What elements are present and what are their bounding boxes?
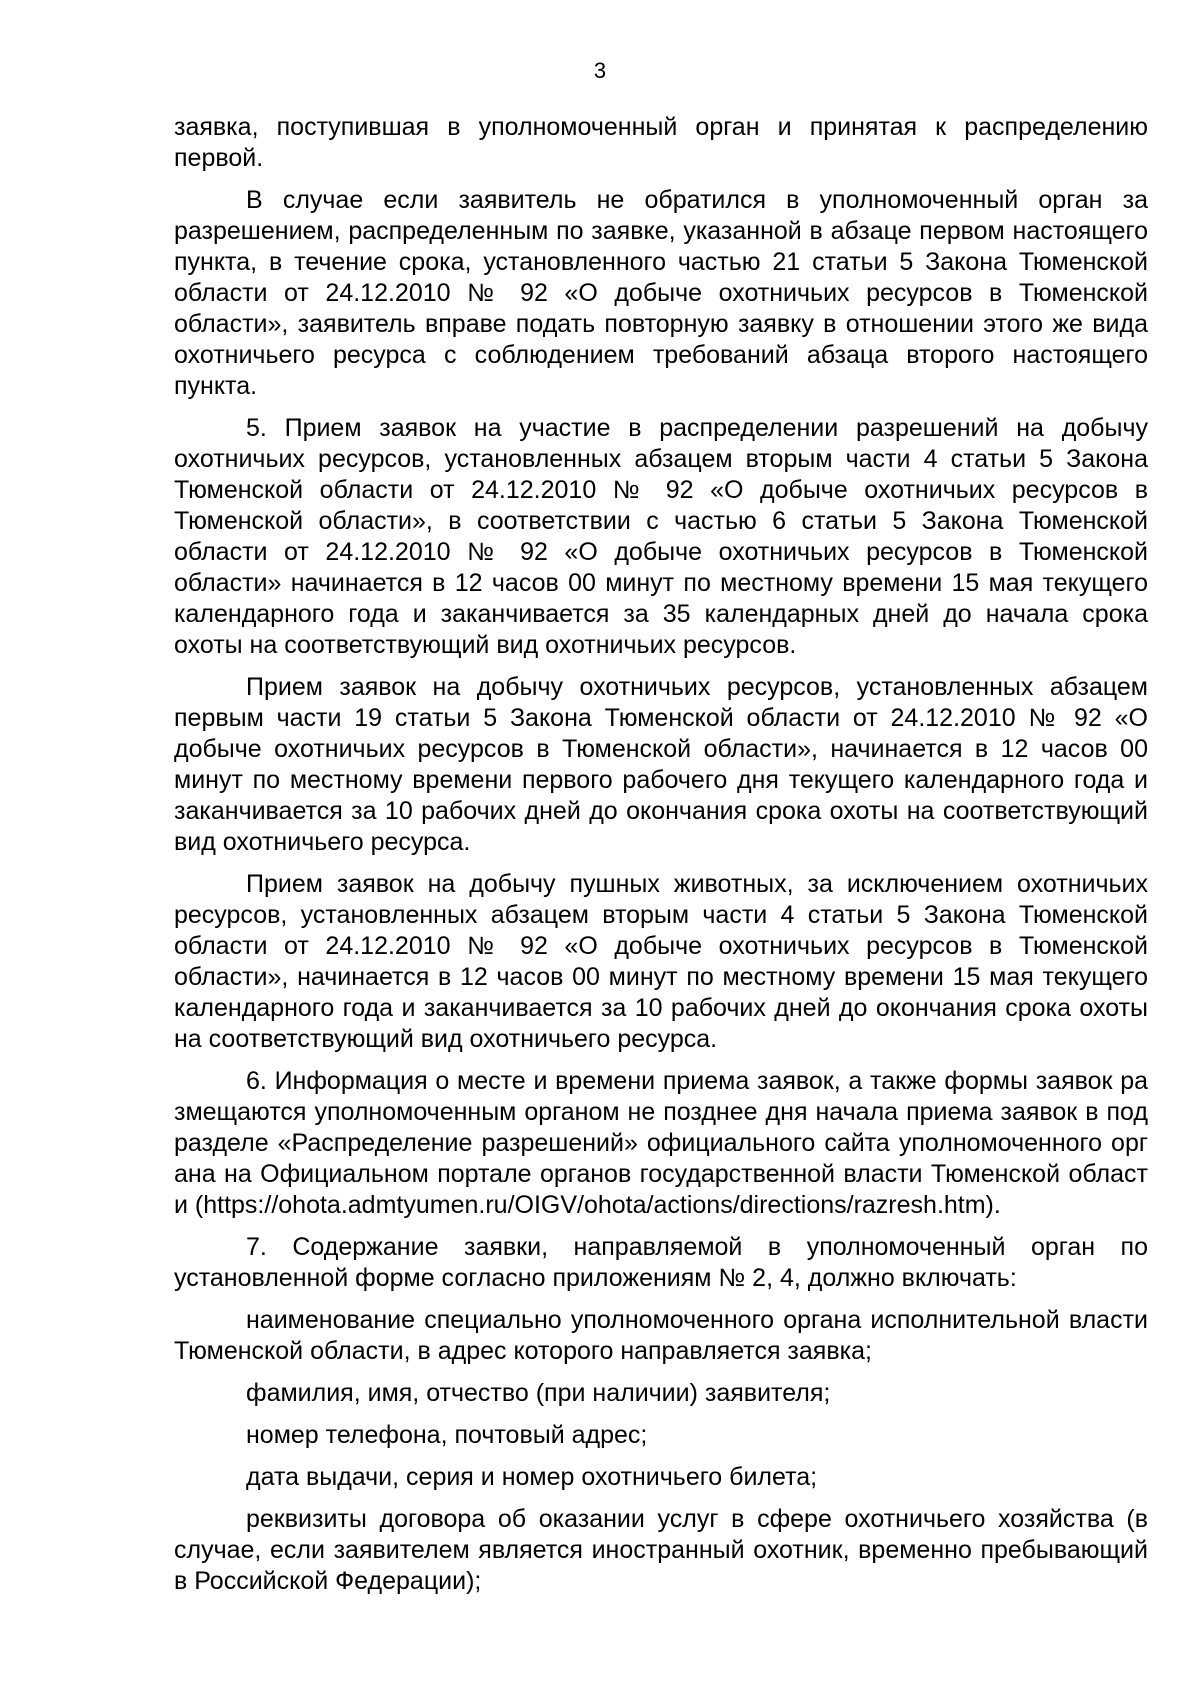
paragraph-continuation: заявка, поступившая в уполномоченный орган и принятая к распределению первой. bbox=[174, 113, 1148, 172]
paragraph-clause-5: 5. Прием заявок на участие в распределении разрешений на добычу охотничьих ресурсов, установленных абзацем вторым части 4 статьи 5 Закона Тюменской области от 24.12.2010 № 92 «О добыче охотничьих ресурсов в Тюменской области», в соответствии с частью 6 статьи 5 Закона Тюменской области от 24.12.2010 № 92 «О добыче охотничьих ресурсов в Тюменской области» начинается в 12 часов 00 минут по местному времени 15 мая текущего календарного года и заканчивается за 35 календарных дней до начала срока охоты на соответствующий вид охотничьих ресурсов. bbox=[174, 414, 1148, 659]
document-body bbox=[174, 112, 1148, 1608]
paragraph-clause-6: 6. Информация о месте и времени приема заявок, а также формы заявок размещаются уполномоченным органом не позднее дня начала приема заявок в подразделе «Распределение разрешений» официального сайта уполномоченного органа на Официальном портале органов государственной власти Тюменской области (https://ohota.admtyumen.ru/OIGV/ohota/actions/directions/razresh.htm). bbox=[174, 1067, 1148, 1219]
paragraph-clause-7: 7. Содержание заявки, направляемой в уполномоченный орган по установленной форме согласно приложениям № 2, 4, должно включать: bbox=[174, 1233, 1148, 1292]
paragraph-clause-5-part-3: Прием заявок на добычу пушных животных, за исключением охотничьих ресурсов, установленных абзацем вторым части 4 статьи 5 Закона Тюменской области от 24.12.2010 № 92 «О добыче охотничьих ресурсов в Тюменской области», начинается в 12 часов 00 минут по местному времени 15 мая текущего календарного года и заканчивается за 10 рабочих дней до окончания срока охоты на соответствующий вид охотничьего ресурса. bbox=[174, 870, 1148, 1053]
paragraph-clause-5-part-2: Прием заявок на добычу охотничьих ресурсов, установленных абзацем первым части 19 статьи 5 Закона Тюменской области от 24.12.2010 № 92 «О добыче охотничьих ресурсов в Тюменской области», начинается в 12 часов 00 минут по местному времени первого рабочего дня текущего календарного года и заканчивается за 10 рабочих дней до окончания срока охоты на соответствующий вид охотничьего ресурса. bbox=[174, 673, 1148, 856]
page-number: 3 bbox=[593, 58, 607, 83]
list-item-authority-name: наименование специально уполномоченного органа исполнительной власти Тюменской области, в адрес которого направляется заявка; bbox=[174, 1306, 1148, 1365]
list-item-contract-details: реквизиты договора об оказании услуг в сфере охотничьего хозяйства (в случае, если заявителем является иностранный охотник, временно пребывающий в Российской Федерации); bbox=[174, 1505, 1148, 1595]
list-item-hunting-ticket: дата выдачи, серия и номер охотничьего билета; bbox=[246, 1463, 818, 1491]
list-item-applicant-name: фамилия, имя, отчество (при наличии) заявителя; bbox=[246, 1379, 831, 1407]
list-item-contact: номер телефона, почтовый адрес; bbox=[246, 1421, 648, 1449]
paragraph-repeat-application: В случае если заявитель не обратился в уполномоченный орган за разрешением, распределенным по заявке, указанной в абзаце первом настоящего пункта, в течение срока, установленного частью 21 статьи 5 Закона Тюменской области от 24.12.2010 № 92 «О добыче охотничьих ресурсов в Тюменской области», заявитель вправе подать повторную заявку в отношении этого же вида охотничьего ресурса с соблюдением требований абзаца второго настоящего пункта. bbox=[174, 186, 1148, 400]
